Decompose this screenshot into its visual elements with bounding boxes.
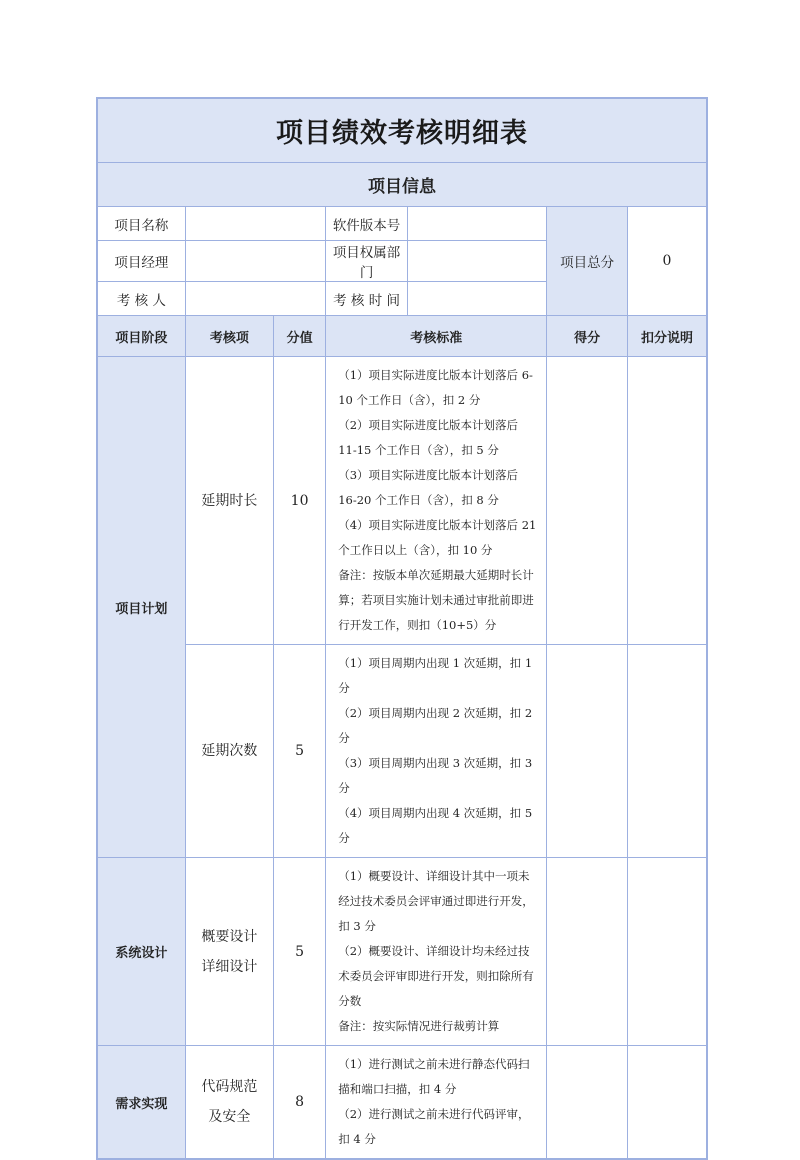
stage-name: 系统设计 — [97, 858, 185, 1046]
criteria-line: （1）项目实际进度比版本计划落后 6-10 个工作日（含），扣 2 分 — [338, 368, 533, 407]
total-score-label: 项目总分 — [547, 207, 628, 316]
got-score-field[interactable] — [547, 357, 628, 645]
criteria-line: （3）项目实际进度比版本计划落后 16-20 个工作日（含），扣 8 分 — [338, 468, 519, 507]
criteria-line: （2）项目周期内出现 2 次延期，扣 2 分 — [338, 706, 533, 745]
got-score-field[interactable] — [547, 645, 628, 858]
section-title: 项目信息 — [97, 163, 707, 207]
software-version-field[interactable] — [407, 207, 546, 241]
criteria-line: （1）概要设计、详细设计其中一项未经过技术委员会评审通过即进行开发，扣 3 分 — [338, 869, 534, 933]
stage-name: 项目计划 — [97, 357, 185, 858]
got-score-field[interactable] — [547, 1046, 628, 1160]
criteria-line: （4）项目周期内出现 4 次延期，扣 5 分 — [338, 806, 533, 845]
criteria-line: （2）进行测试之前未进行代码评审，扣 4 分 — [338, 1107, 530, 1146]
project-manager-field[interactable] — [185, 241, 326, 282]
header-got: 得分 — [547, 316, 628, 357]
criteria-line: （2）项目实际进度比版本计划落后 11-15 个工作日（含），扣 5 分 — [338, 418, 519, 457]
item-score: 5 — [273, 858, 325, 1046]
header-criteria: 考核标准 — [326, 316, 547, 357]
software-version-label-cell: 软件版本号 — [326, 207, 408, 241]
department-label-cell: 项目权属部门 — [326, 241, 408, 282]
item-name — [185, 1046, 273, 1160]
got-score-field[interactable] — [547, 858, 628, 1046]
item-name-line: 概要设计 — [201, 928, 258, 945]
deduct-note-field[interactable] — [627, 858, 707, 1046]
item-name-line: 详细设计 — [201, 958, 258, 975]
criteria-note: 备注：按实际情况进行裁剪计算 — [338, 1019, 500, 1033]
item-name-line: 代码规范 — [201, 1079, 258, 1095]
item-name-line: 及安全 — [208, 1109, 251, 1125]
project-name-field[interactable] — [185, 207, 326, 241]
total-score-value: 0 — [627, 207, 707, 316]
deduct-note-field[interactable] — [627, 1046, 707, 1160]
item-score: 8 — [273, 1046, 325, 1160]
header-deduct-note: 扣分说明 — [627, 316, 707, 357]
criteria-cell — [326, 858, 547, 1046]
criteria-line: （2）概要设计、详细设计均未经过技术委员会评审即进行开发，则扣除所有分数 — [338, 944, 534, 1008]
assessment-table — [96, 97, 708, 1160]
item-name — [185, 858, 273, 1046]
criteria-cell — [326, 1046, 547, 1160]
department-field[interactable] — [407, 241, 546, 282]
criteria-line: （4）项目实际进度比版本计划落后 21 个工作日以上（含），扣 10 分 — [338, 518, 537, 557]
item-score: 5 — [273, 645, 325, 858]
reviewer-field[interactable] — [185, 282, 326, 316]
project-name-label: 项目名称 — [97, 207, 185, 241]
criteria-line: （3）项目周期内出现 3 次延期，扣 3 分 — [338, 756, 533, 795]
criteria-line: （1）项目周期内出现 1 次延期，扣 1 分 — [338, 656, 533, 695]
page-title: 项目绩效考核明细表 — [97, 98, 707, 163]
review-time-field[interactable] — [407, 282, 546, 316]
item-name: 延期次数 — [185, 645, 273, 858]
reviewer-label: 考 核 人 — [97, 282, 185, 316]
item-name: 延期时长 — [185, 357, 273, 645]
header-score: 分值 — [273, 316, 325, 357]
criteria-note: 备注：按版本单次延期最大延期时长计算；若项目实施计划未通过审批前即进行开发工作，则扣（10+5）分 — [338, 568, 534, 632]
stage-name: 需求实现 — [97, 1046, 185, 1160]
header-stage: 项目阶段 — [97, 316, 185, 357]
criteria-line: （1）进行测试之前未进行静态代码扫描和端口扫描，扣 4 分 — [338, 1057, 530, 1096]
header-item: 考核项 — [185, 316, 273, 357]
criteria-cell — [326, 645, 547, 858]
review-time-label-cell: 考 核 时 间 — [326, 282, 408, 316]
criteria-cell — [326, 357, 547, 645]
item-score: 10 — [273, 357, 325, 645]
deduct-note-field[interactable] — [627, 645, 707, 858]
deduct-note-field[interactable] — [627, 357, 707, 645]
project-manager-label: 项目经理 — [97, 241, 185, 282]
